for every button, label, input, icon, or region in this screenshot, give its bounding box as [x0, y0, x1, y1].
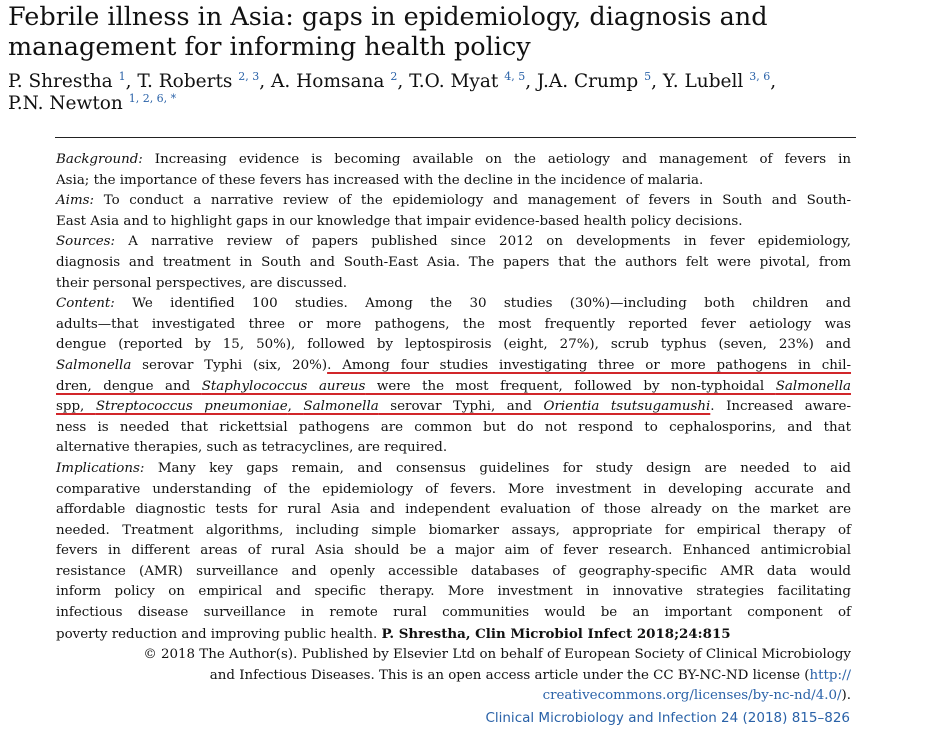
author-3: A. Homsana $^2$, — [271, 70, 410, 92]
license-link[interactable]: creativecommons.org/licenses/by-nc-nd/4.0/ — [542, 688, 842, 704]
highlighted-text: spp, Streptococcus pneumoniae, Salmonella serovar Typhi, and Orientia tsutsugamushi — [56, 399, 711, 415]
citation: P. Shrestha, Clin Microbiol Infect 2018;24:815 — [381, 625, 731, 642]
author-name: P. Shrestha — [8, 71, 113, 92]
implications-text: poverty reduction and improving public health. — [56, 626, 382, 642]
affiliation-ref[interactable]: 4, 5 — [504, 70, 526, 83]
aims-text: East Asia and to highlight gaps in our knowledge that impair evidence-based health policy decisions. — [56, 213, 743, 229]
organism-name: Salmonella — [56, 357, 132, 373]
author-5: J.A. Crump $^5$, — [536, 70, 663, 92]
author-name: P.N. Newton — [8, 93, 123, 114]
background-text: Asia; the importance of these fevers has increased with the decline in the incidence of malaria. — [56, 172, 704, 188]
implications-text: affordable diagnostic tests for rural Asia and independent evaluation of those already on the market are — [56, 502, 851, 518]
copyright-line — [56, 645, 851, 666]
organism-name: Orientia tsutsugamushi — [543, 399, 711, 415]
implications-text: comparative understanding of the epidemiology of fevers. More investment in developing accurate and — [56, 481, 851, 497]
author-6: Y. Lubell $^{3, 6}$, — [662, 70, 777, 92]
content-text: dengue (reported by 15, 50%), followed by leptospirosis (eight, 27%), scrub typhus (seven, 23%) and — [56, 337, 851, 353]
abstract: Background: Increasing evidence is becoming available on the aetiology and management of fevers in Asia; the importance of these fevers has increased with the decline in the incidence of malaria. Aims: To conduct a narrative review of the epidemiology and management of fevers in South and South- East Asia and to highlight gaps in our knowledge that impair evidence-based health policy decisions. Sources: A narrative review of papers published since 2012 on developments in fever epidemiology, diagnosis and treatment in South and South-East Asia. The papers that the authors felt were pivotal, from their personal perspectives, are discussed. Content: We identified 100 studies. Among the 30 studies (30%)—including both children and adults—that investigated three or more pathogens, the most frequently reported fever aetiology was dengue (reported by 15, 50%), followed by leptospirosis (eight, 27%), scrub typhus (seven, 23%) and Salmonella serovar Typhi (six, 20%). Among four studies investigating three or more pathogens in chil- dren, dengue and Staphylococcus aureus were the most frequent, followed by non-typhoidal Salmonella spp, Streptococcus pneumoniae, Salmonella serovar Typhi, and Orientia tsutsugamushi. Increased aware- ness is needed that rickettsial pathogens are common but do not respond to cephalosporins, and that alternative therapies, such as tetracyclines, are required. Implications: Many key gaps remain, and consensus guidelines for study design are needed to aid comparative understanding of the epidemiology of fevers. More investment in developing accurate and affordable diagnostic tests for rural Asia and independent evaluation of those already on the market are needed. Treatment algorithms, including simple biomarker assays, appropriate for empirical therapy of fevers in different areas of rural Asia should be a major aim of fever research. Enhanced antimicrobial resistance (AMR) surveillance and openly accessible databases of geography-specific AMR data would inform policy on empirical and specific therapy. More investment in innovative strategies facilitating infectious disease surveillance in remote rural communities would be an important component of poverty reduction and improving public health. P. Shrestha, Clin Microbiol Infect 2018;24:815 © 2018 The Author(s). Published by Elsevier Ltd on behalf of European Society of Clinical Microbiology and Infectious Diseases. This is an open access article under the CC BY-NC-ND license (http:// creativecommons.org/licenses/by-nc-nd/4.0/). — [56, 150, 851, 707]
affiliation-ref[interactable]: 1, 2, 6, * — [128, 92, 177, 105]
title-line: management for informing health policy — [8, 32, 531, 62]
sources-label: Sources: — [56, 234, 116, 250]
affiliation-ref[interactable]: 2, 3 — [238, 70, 260, 83]
affiliation-ref[interactable]: 3, 6 — [749, 70, 771, 83]
implications-label: Implications: — [56, 460, 145, 476]
implications-text: resistance (AMR) surveillance and openly accessible databases of geography-specific AMR data would — [56, 563, 851, 579]
implications-text: inform policy on empirical and specific therapy. More investment in innovative strategies facilitating — [56, 584, 851, 600]
background-text: Increasing evidence is becoming available on the aetiology and management of fevers in — [154, 152, 851, 167]
copyright-line: creativecommons.org/licenses/by-nc-nd/4.0/). — [542, 688, 851, 704]
aims-text: To conduct a narrative review of the epidemiology and management of fevers in South and South- — [103, 193, 851, 209]
author-name: T.O. Myat — [409, 71, 499, 92]
copyright-text: and Infectious Diseases. This is an open access article under the CC BY-NC-ND license ( — [209, 667, 810, 683]
paper-title — [8, 2, 938, 62]
sources-text: A narrative review of papers published since 2012 on developments in fever epidemiology, — [128, 234, 851, 250]
title-line: Febrile illness in Asia: gaps in epidemiology, diagnosis and — [8, 2, 768, 32]
copyright-text: © 2018 The Author(s). Published by Elsevier Ltd on behalf of European Society of Clinical Microbiology — [143, 647, 851, 663]
author-name: A. Homsana — [271, 71, 385, 92]
content-text: adults—that investigated three or more pathogens, the most frequently reported fever aetiology was — [56, 316, 851, 332]
author-list — [8, 71, 943, 115]
journal-reference[interactable]: Clinical Microbiology and Infection 24 (2018) 815–826 — [485, 710, 850, 726]
author-name: J.A. Crump — [536, 71, 639, 92]
author-1: P. Shrestha $^1$, — [8, 70, 138, 92]
author-name: T. Roberts — [137, 71, 233, 92]
highlighted-text: . Among four studies investigating three or more pathogens in chil- — [327, 357, 852, 373]
implications-text: needed. Treatment algorithms, including simple biomarker assays, appropriate for empirical therapy of — [56, 522, 851, 538]
author-7 — [8, 93, 176, 114]
affiliation-ref[interactable]: 2 — [390, 70, 398, 83]
abstract-divider — [55, 137, 856, 138]
implications-text: infectious disease surveillance in remote rural communities would be an important component of — [56, 605, 851, 621]
content-text: alternative therapies, such as tetracyclines, are required. — [56, 440, 448, 456]
copyright-line — [56, 666, 851, 687]
highlighted-text: dren, dengue and Staphylococcus aureus were the most frequent, followed by non-typhoidal Salmonella — [56, 378, 851, 394]
affiliation-ref[interactable]: 5 — [644, 70, 652, 83]
aims-label: Aims: — [56, 193, 95, 209]
organism-name: Staphylococcus aureus — [201, 378, 366, 394]
implications-text: Many key gaps remain, and consensus guidelines for study design are needed to aid — [157, 460, 851, 476]
organism-name: Streptococcus pneumoniae — [95, 399, 288, 415]
content-text: ness is needed that rickettsial pathogens are common but do not respond to cephalosporins, and that — [56, 419, 851, 435]
sources-text: diagnosis and treatment in South and South-East Asia. The papers that the authors felt were pivotal, from — [56, 254, 851, 270]
implications-text: fevers in different areas of rural Asia should be a major aim of fever research. Enhanced antimicrobial — [56, 543, 851, 559]
author-4: T.O. Myat $^{4, 5}$, — [409, 70, 537, 92]
organism-name: Salmonella — [775, 378, 851, 394]
license-link[interactable]: http:// — [809, 667, 851, 683]
content-text: We identified 100 studies. Among the 30 studies (30%)—including both children and — [132, 296, 851, 312]
author-2: T. Roberts $^{2, 3}$, — [137, 70, 272, 92]
organism-name: Salmonella — [303, 399, 379, 415]
sources-text: their personal perspectives, are discussed. — [56, 275, 348, 291]
affiliation-ref[interactable]: 1 — [118, 70, 126, 83]
content-label: Content: — [56, 296, 115, 312]
author-name: Y. Lubell — [662, 71, 744, 92]
background-label: Background: — [56, 152, 143, 167]
